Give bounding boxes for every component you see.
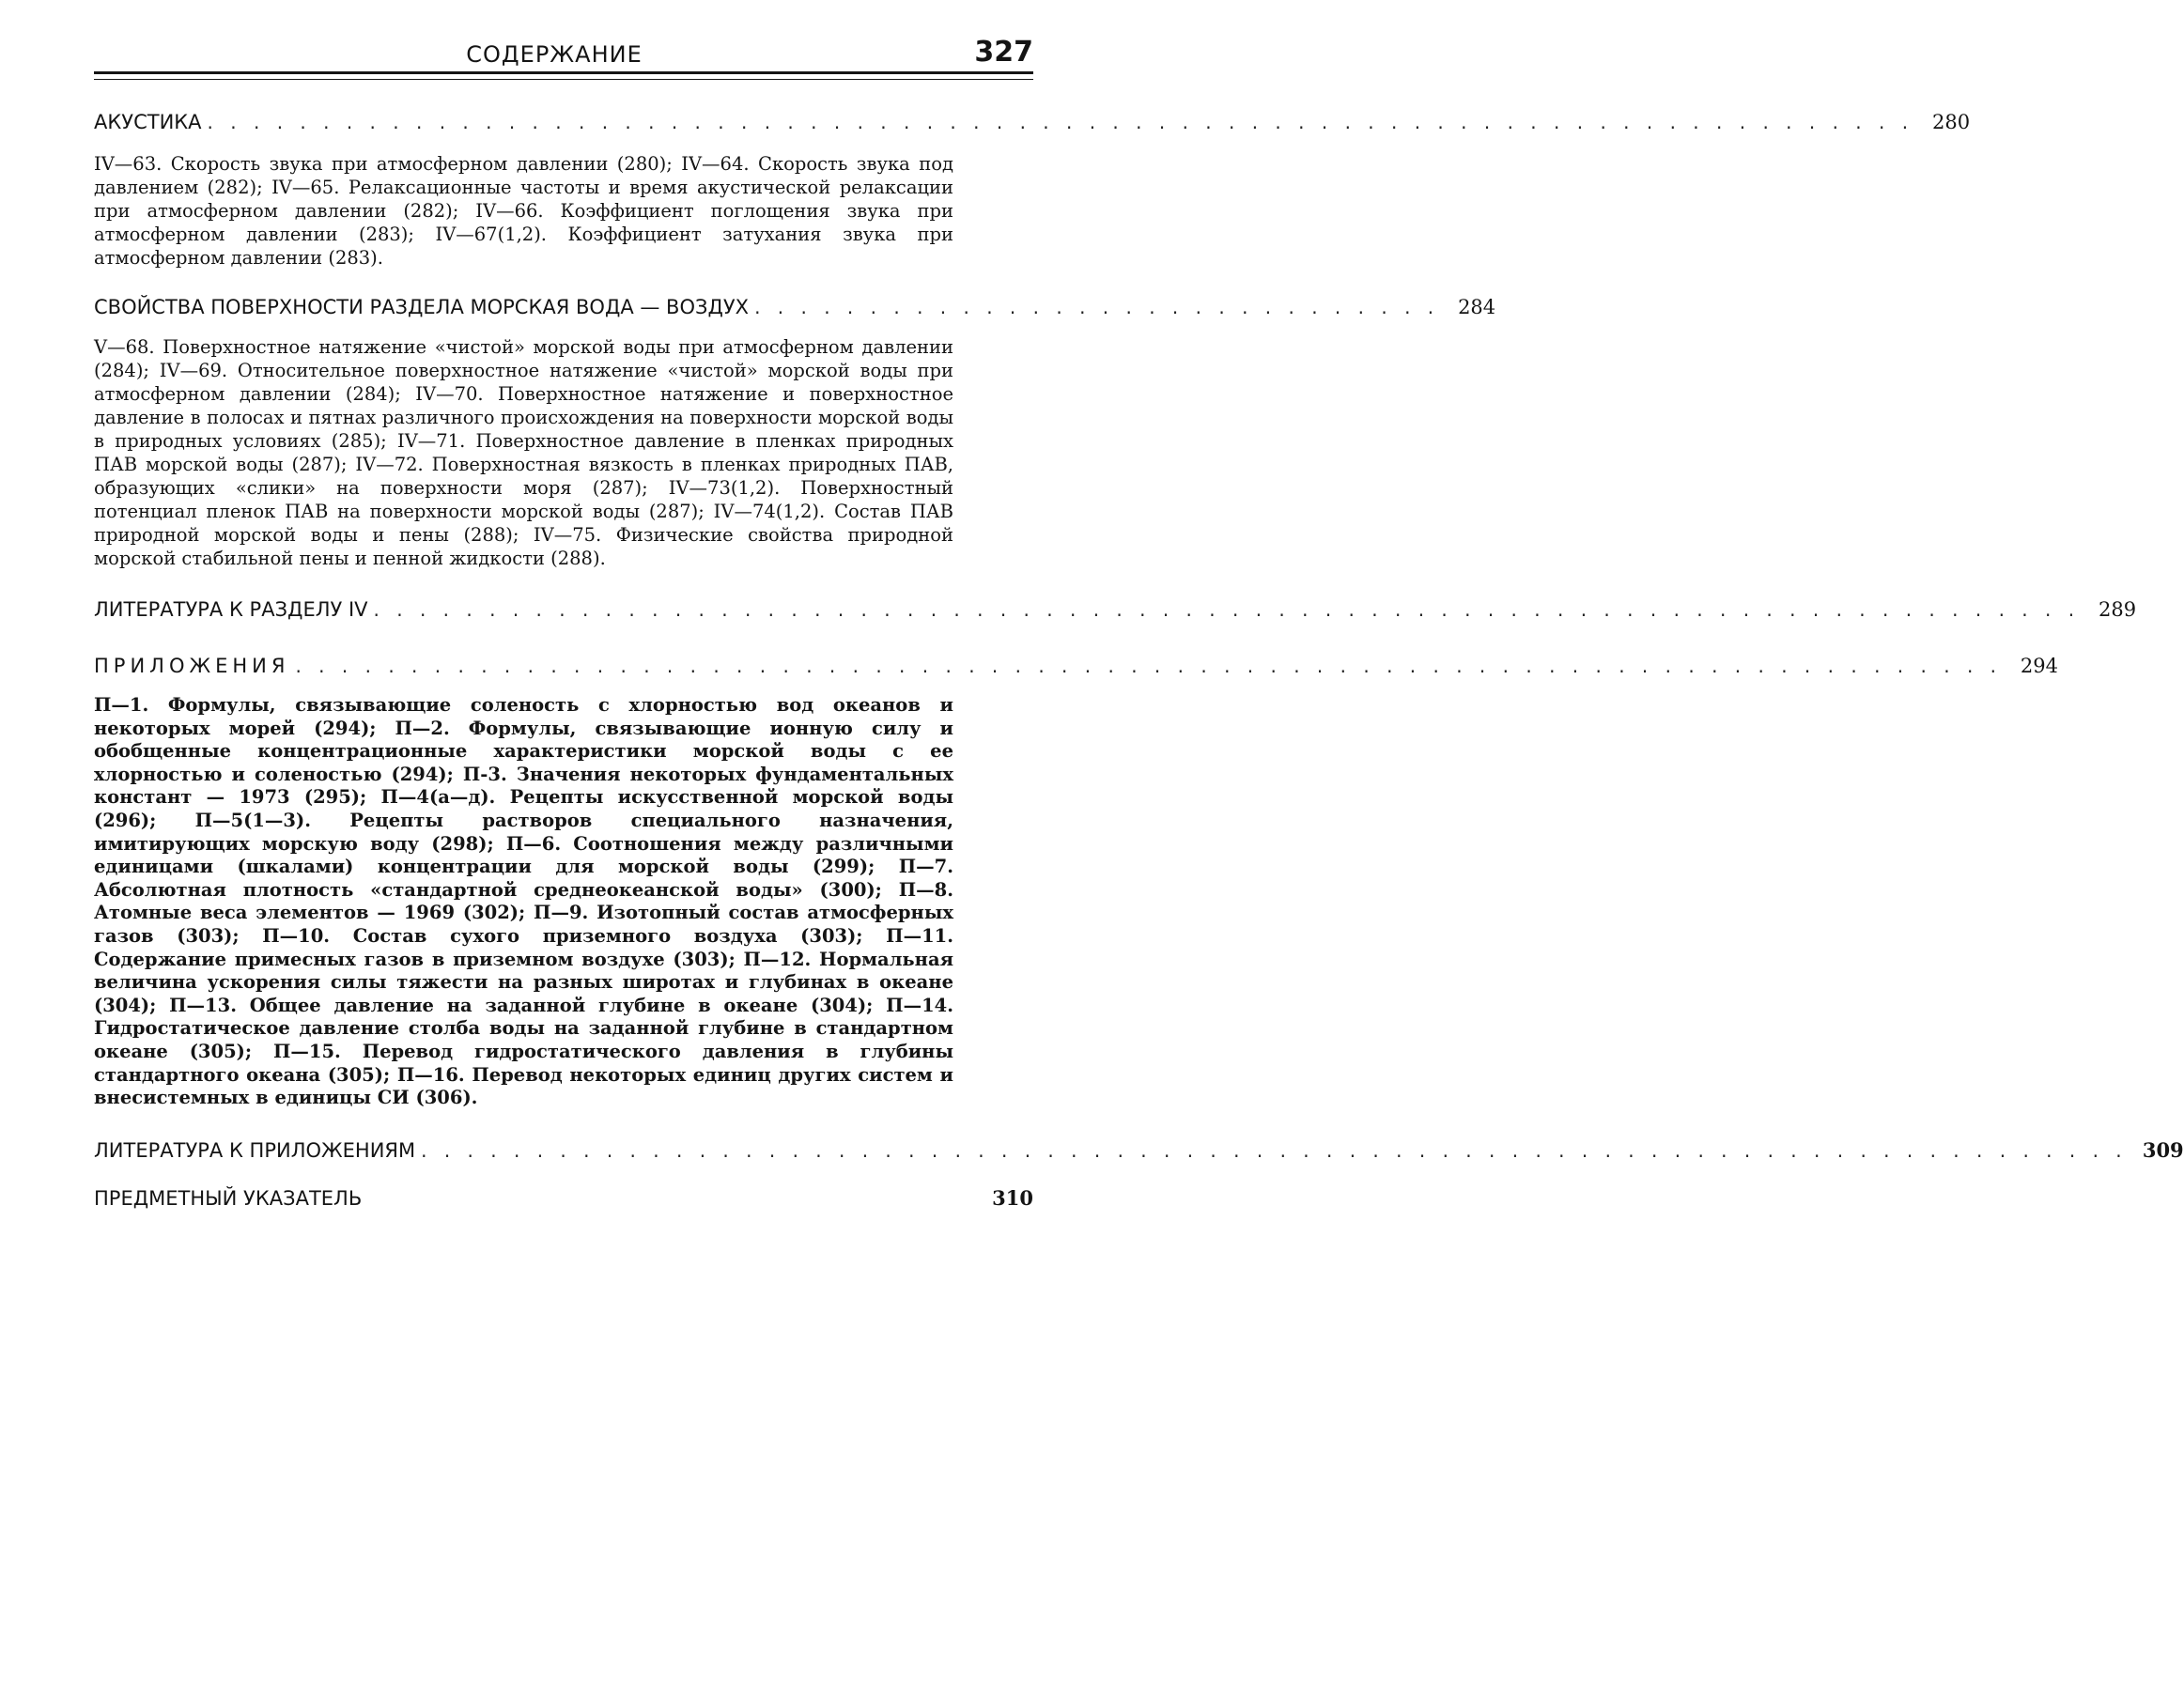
header-rule-thin <box>94 79 1033 80</box>
toc-entry-description: П—1. Формулы, связывающие соленость с хлорностью вод океанов и некоторых морей (294); П—2. Формулы, связывающие ионную силу и обобщенные концентрационные характеристики морской воды с ее хлорностью и соленостью (294); П-3. Значения некоторых фундаментальных констант — 1973 (295); П—4(а—д). Рецепты искусственной морской воды (296); П—5(1—3). Рецепты растворов специального назначения, имитирующих морскую воду (298); П—6. Соотношения между различными единицами (шкалами) концентрации для морской воды (299); П—7. Абсолютная плотность «стандартной среднеокеанской воды» (300); П—8. Атомные веса элементов — 1969 (302); П—9. Изотопный состав атмосферных газов (303); П—10. Состав сухого приземного воздуха (303); П—11. Содержание примесных газов в приземном воздухе (303); П—12. Нормальная величина ускорения силы тяжести на разных широтах и глубинах в океане (304); П—13. Общее давление на заданной глубине в океане (304); П—14. Гидростатическое давление столба воды на заданной глубине в стандартном океане (305); П—15. Перевод гидростатического давления в глубины стандартного океана (305); П—16. Перевод некоторых единиц других систем и внесистемных в единицы СИ (306). <box>94 694 953 1109</box>
toc-entry-page: 309 <box>2142 1137 2184 1162</box>
toc-entry-surface-properties <box>94 296 1496 570</box>
toc-entry-page: 294 <box>2020 655 2059 677</box>
toc-entry-title: ПРИЛОЖЕНИЯ <box>94 655 290 677</box>
dot-leader: . . . . . . . . . . . . . . . . . . . . . . . . . . . . . . . . . . . . . . . . . . . . . . . . . . . . . . . . . . . . . . . . . . . . . . . . . . <box>207 111 1914 133</box>
toc-entry-title: СВОЙСТВА ПОВЕРХНОСТИ РАЗДЕЛА МОРСКАЯ ВОДА — ВОЗДУХ <box>94 296 750 318</box>
toc-entry-title: ЛИТЕРАТУРА К ПРИЛОЖЕНИЯМ <box>94 1138 416 1162</box>
toc-entry-heading <box>94 1137 2184 1162</box>
toc-entry-page: 289 <box>2098 598 2137 621</box>
toc-entry-subject-index <box>94 1186 1033 1210</box>
toc-entry-literature-section-iv <box>94 598 2137 621</box>
page-number: 327 <box>974 36 1033 69</box>
toc-entry-description: V—68. Поверхностное натяжение «чистой» морской воды при атмосферном давлении (284); IV—69. Относительное поверхностное натяжение «чистой» морской воды при атмосферном давлении (284); IV—70. Поверхностное натяжение и поверхностное давление в полосах и пятнах различного происхождения на поверхности морской воды в природных условиях (285); IV—71. Поверхностное давление в пленках природных ПАВ морской воды (287); IV—72. Поверхностная вязкость в пленках природных ПАВ, образующих «слики» на поверхности моря (287); IV—73(1,2). Поверхностный потенциал пленок ПАВ на поверхности морской воды (287); IV—74(1,2). Состав ПАВ природной морской воды и пены (288); IV—75. Физические свойства природной морской стабильной пены и пенной жидкости (288). <box>94 336 953 569</box>
toc-entry-heading <box>94 1186 1033 1210</box>
toc-entry-title: ЛИТЕРАТУРА К РАЗДЕЛУ IV <box>94 598 368 621</box>
toc-entry-heading <box>94 111 1971 133</box>
toc-entry-page: 284 <box>1458 296 1496 318</box>
toc-entry-heading <box>94 598 2137 621</box>
toc-entry-heading <box>94 296 1496 318</box>
book-page <box>94 0 2184 1684</box>
toc-entry-title: ПРЕДМЕТНЫЙ УКАЗАТЕЛЬ <box>94 1186 363 1210</box>
toc-entry-heading <box>94 655 2059 677</box>
toc-entry-page: 280 <box>1932 111 1971 133</box>
dot-leader: . . . . . . . . . . . . . . . . . . . . . . . . . . . . . . . . . . . . . . . . . . . . . . . . . . . . . . . . . . . . . . . . . . . . . . . . . . <box>295 655 2003 677</box>
toc-entry-description: IV—63. Скорость звука при атмосферном давлении (280); IV—64. Скорость звука под давлением (282); IV—65. Релаксационные частоты и время акустической релаксации при атмосферном давлении (282); IV—66. Коэффициент поглощения звука при атмосферном давлении (283); IV—67(1,2). Коэффициент затухания звука при атмосферном давлении (283). <box>94 153 953 269</box>
toc-entry-acoustics <box>94 111 1971 270</box>
header-rule-thick <box>94 71 1033 74</box>
dot-leader: . . . . . . . . . . . . . . . . . . . . . . . . . . . . . . <box>754 296 1440 318</box>
toc-entry-literature-appendices <box>94 1137 2184 1162</box>
dot-leader: . . . . . . . . . . . . . . . . . . . . . . . . . . . . . . . . . . . . . . . . . . . . . . . . . . . . . . . . . . . . . . . . . . . . . . . . . . <box>421 1138 2128 1162</box>
running-head-title: СОДЕРЖАНИЕ <box>466 41 643 68</box>
toc-entry-title: АКУСТИКА <box>94 111 202 133</box>
toc-entry-appendices <box>94 655 2059 1110</box>
toc-list <box>94 111 2184 1234</box>
dot-leader: . . . . . . . . . . . . . . . . . . . . . . . . . . . . . . . . . . . . . . . . . . . . . . . . . . . . . . . . . . . . . . . . . . . . . . . . . . <box>373 598 2081 621</box>
toc-entry-page: 310 <box>992 1185 1033 1210</box>
running-head <box>94 36 1033 75</box>
